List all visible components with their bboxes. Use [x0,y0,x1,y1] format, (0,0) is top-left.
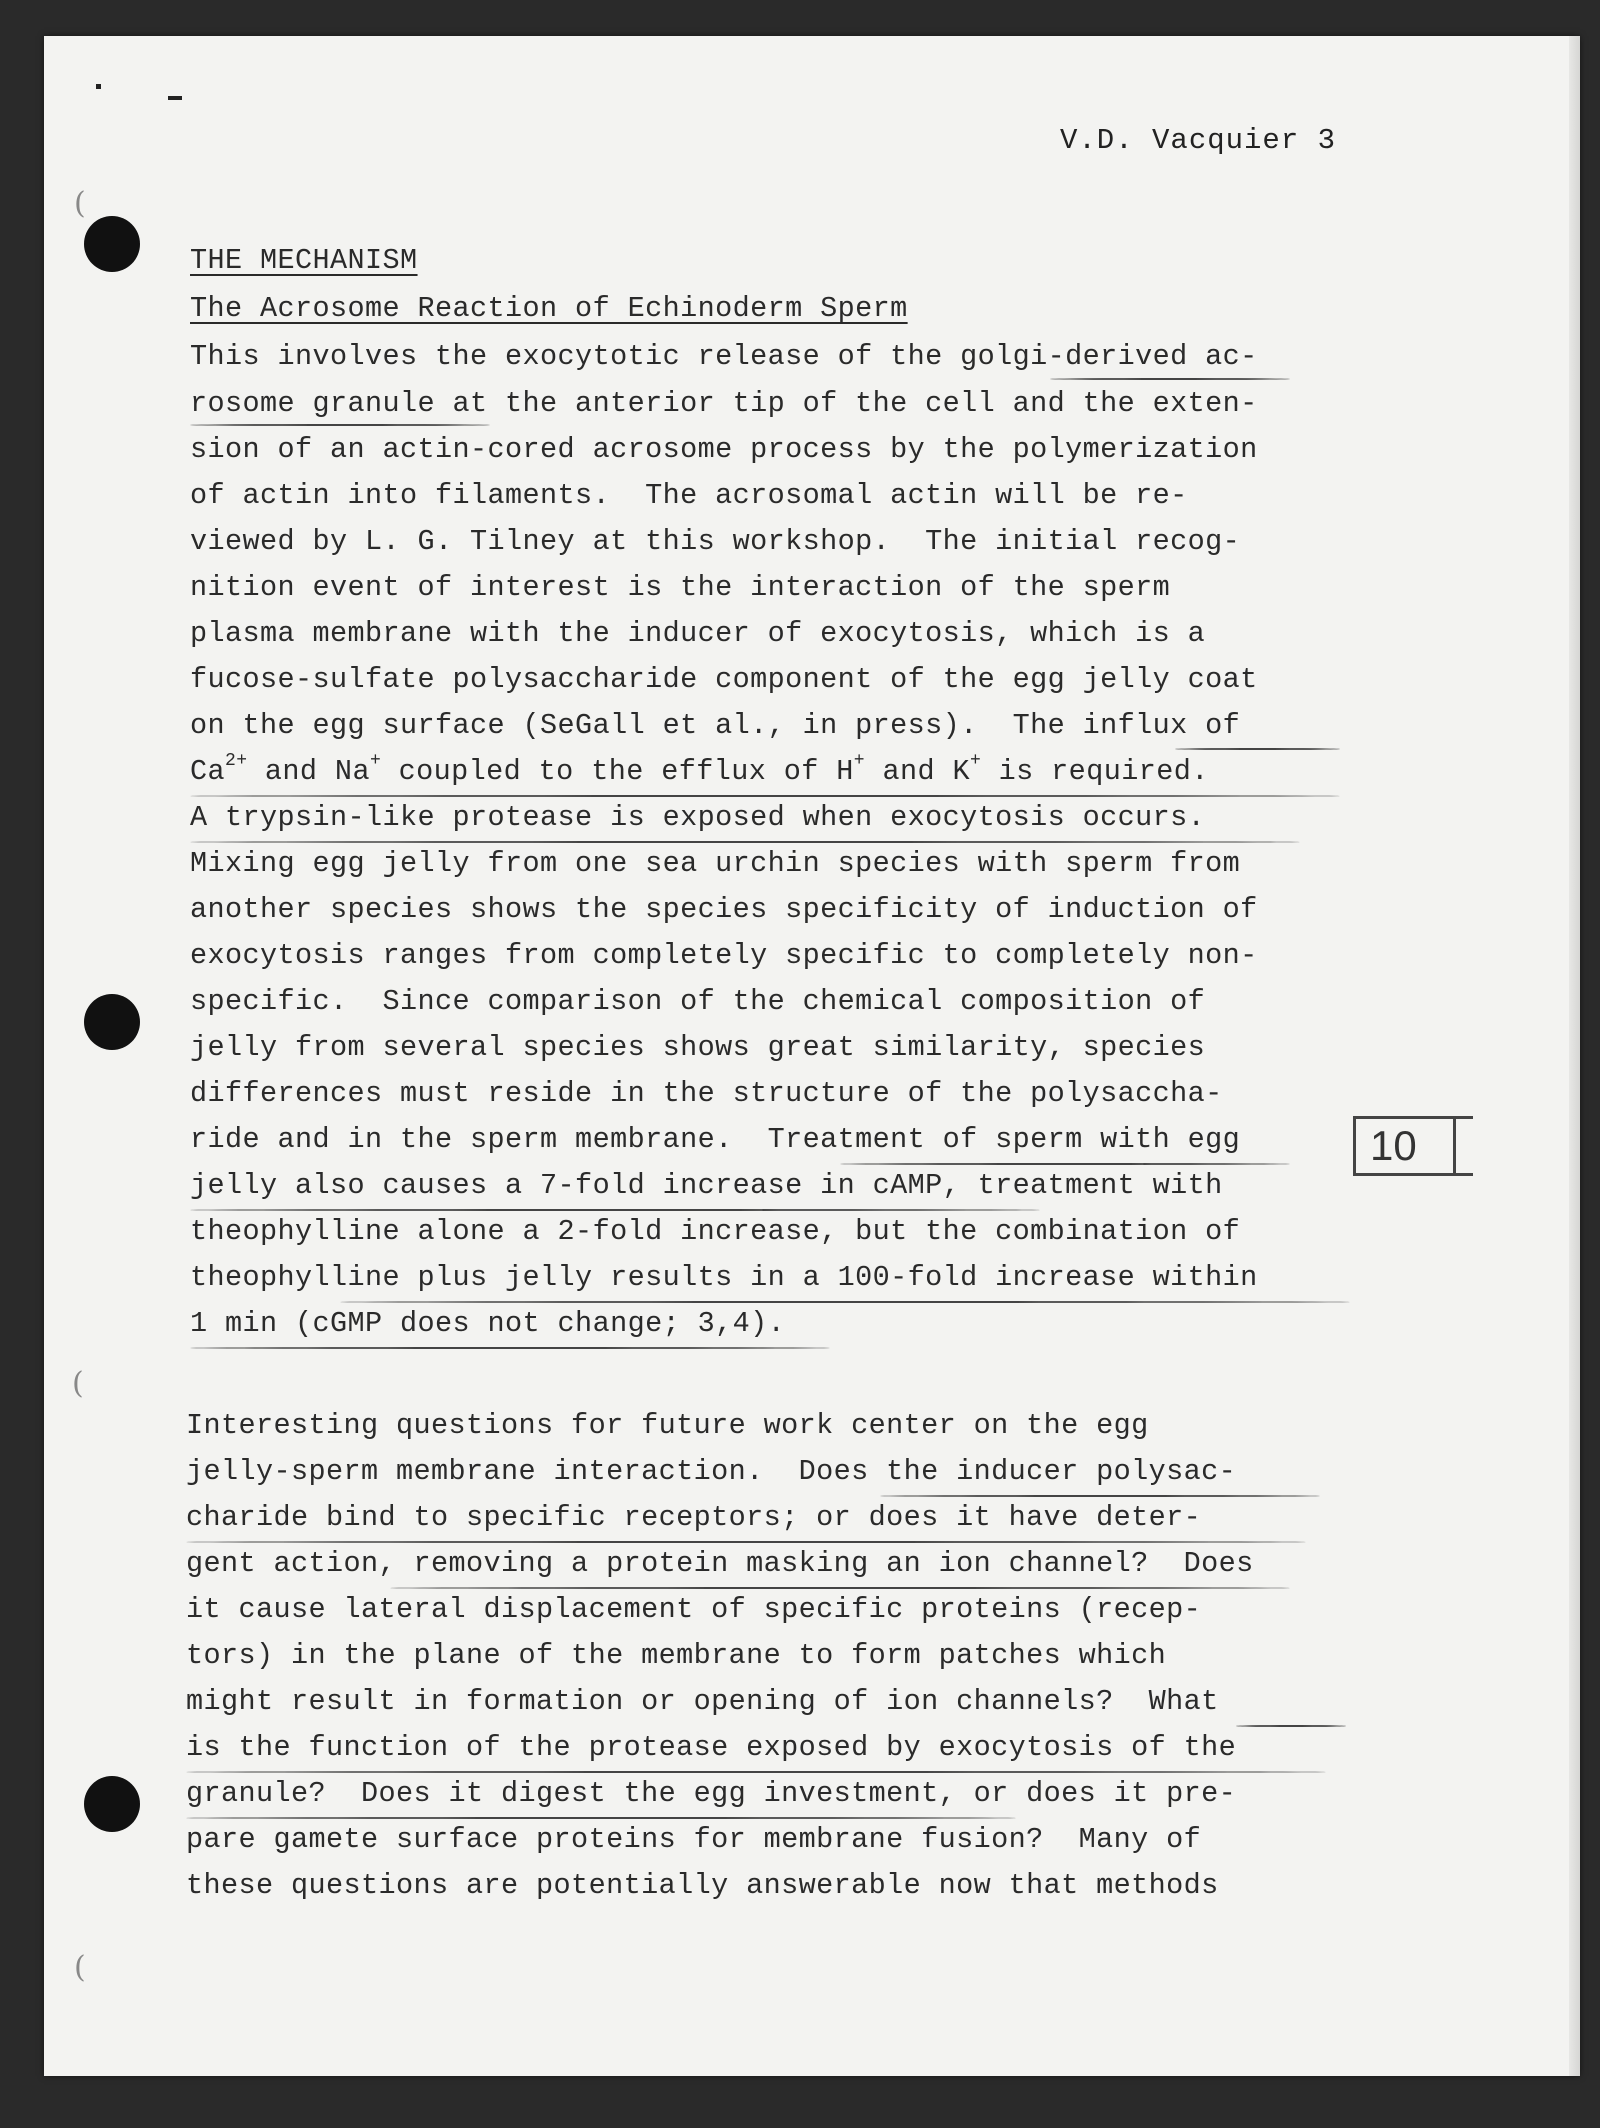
text-line: might result in formation or opening of ion channels? What [186,1685,1219,1718]
pen-underline [1050,378,1290,380]
punch-hole-bottom [84,1776,140,1832]
text-line: exocytosis ranges from completely specific to completely non- [190,939,1258,972]
text-line: charide bind to specific receptors; or does it have deter- [186,1501,1202,1534]
text-line: viewed by L. G. Tilney at this workshop. The initial recog- [190,525,1241,558]
text-line: Interesting questions for future work center on the egg [186,1409,1149,1442]
text-line: Mixing egg jelly from one sea urchin species with sperm from [190,847,1241,880]
text-line: plasma membrane with the inducer of exocytosis, which is a [190,617,1206,650]
pen-underline [190,795,1340,797]
pen-underline [390,1587,1290,1589]
stray-paren-mark: ( [74,186,86,221]
pen-underline [190,841,1300,843]
text-line: jelly from several species shows great similarity, species [190,1031,1206,1064]
page-edge-shadow [1569,36,1580,2076]
pen-underline [190,1209,1040,1211]
punch-hole-top [84,216,140,272]
text-line: pare gamete surface proteins for membrane fusion? Many of [186,1823,1202,1856]
text-line: jelly also causes a 7-fold increase in cAMP, treatment with [190,1169,1223,1202]
stray-paren-mark: ( [74,1950,86,1985]
text-line: gent action, removing a protein masking an ion channel? Does [186,1547,1254,1580]
page-number-stamp: 10 [1353,1116,1473,1176]
punch-hole-middle [84,994,140,1050]
text-line: theophylline plus jelly results in a 100-fold increase within [190,1261,1258,1294]
pen-underline [186,1771,1326,1773]
page-number-stamp-edge [1453,1116,1470,1176]
pen-underline [340,1301,1350,1303]
section-subtitle: The Acrosome Reaction of Echinoderm Sperm [190,292,908,325]
speck-mark [96,84,101,89]
text-line: 1 min (cGMP does not change; 3,4). [190,1307,786,1340]
text-line: differences must reside in the structure of the polysaccha- [190,1077,1223,1110]
pen-underline [1236,1725,1346,1727]
text-line: fucose-sulfate polysaccharide component of the egg jelly coat [190,663,1258,696]
pen-underline [190,424,490,426]
pen-underline [186,1817,1016,1819]
text-line: is the function of the protease exposed by exocytosis of the [186,1731,1237,1764]
text-line: sion of an actin-cored acrosome process by the polymerization [190,433,1258,466]
text-line: This involves the exocytotic release of the golgi-derived ac- [190,340,1258,373]
speck-mark [168,96,182,100]
pen-underline [1175,748,1340,750]
text-line: ride and in the sperm membrane. Treatment of sperm with egg [190,1123,1241,1156]
section-title: THE MECHANISM [190,244,418,277]
text-line: on the egg surface (SeGall et al., in press). The influx of [190,709,1241,742]
text-line: rosome granule at the anterior tip of the cell and the exten- [190,387,1258,420]
text-line: it cause lateral displacement of specific proteins (recep- [186,1593,1202,1626]
ion-line: $Ca^{2+}$ and Na+ coupled to the efflux of H+ and K+ is required. [190,751,1209,788]
pen-underline [880,1495,1320,1497]
text-line: nition event of interest is the interaction of the sperm [190,571,1171,604]
text-line: another species shows the species specificity of induction of [190,893,1258,926]
stray-paren-mark: ( [72,1366,84,1401]
text-line: specific. Since comparison of the chemical composition of [190,985,1206,1018]
author-page-header: V.D. Vacquier 3 [1060,124,1337,157]
pen-underline [190,1347,830,1349]
pen-underline [840,1163,1290,1165]
text-line: A trypsin-like protease is exposed when exocytosis occurs. [190,801,1206,834]
text-line: these questions are potentially answerable now that methods [186,1869,1219,1902]
pen-underline [186,1541,1306,1543]
text-line: granule? Does it digest the egg investment, or does it pre- [186,1777,1237,1810]
text-line: jelly-sperm membrane interaction. Does the inducer polysac- [186,1455,1237,1488]
text-line: tors) in the plane of the membrane to form patches which [186,1639,1167,1672]
text-line: theophylline alone a 2-fold increase, but the combination of [190,1215,1241,1248]
text-line: of actin into filaments. The acrosomal actin will be re- [190,479,1188,512]
